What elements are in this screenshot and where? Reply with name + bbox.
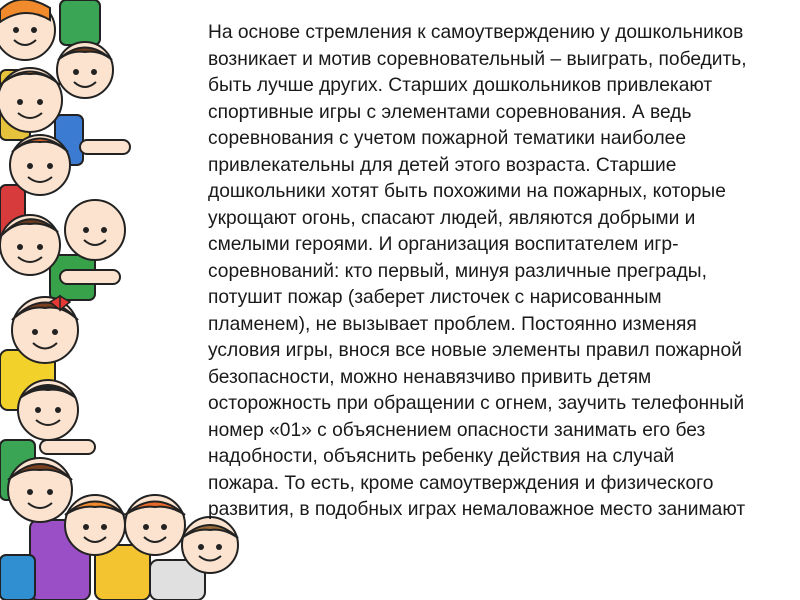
child-arm: [40, 440, 95, 454]
child-body: [60, 0, 100, 45]
child-head: [65, 200, 125, 260]
paragraph: На основе стремления к самоутверждению у дошкольников возникает и мотив соревновательный – выиграть, победить, быть лучше других. Старших дошкольников привлекают спортивные игры с элементами соревнования. А ведь соревнования с учетом пожарной тематики наиболее привлекательны для детей этого возраста. Старшие дошкольники хотят быть похожими на пожарных, которые укрощают огонь, спасают людей, являются добрыми и смелыми героями. И организация воспитателем игр-соревнований: кто первый, минуя различные преграды, потушит пожар (заберет листочек с нарисованным пламенем), не вызывает проблем. Постоянно изменяя условия игры, внося все новые элементы правил пожарной безопасности, можно ненавязчиво привить детям осторожность при обращении с огнем, заучить телефонный номер «01» с объяснением опасности занимать его без надобности, объяснить ребенку действия на случай пожара. То есть, кроме самоутверждения и физического развития, в подобных играх немаловажное место занимают: [208, 22, 747, 520]
child-body: [0, 555, 35, 600]
body-text: [208, 20, 748, 524]
child-head: [10, 135, 70, 195]
child-arm: [80, 140, 130, 154]
child-arm: [60, 270, 120, 284]
